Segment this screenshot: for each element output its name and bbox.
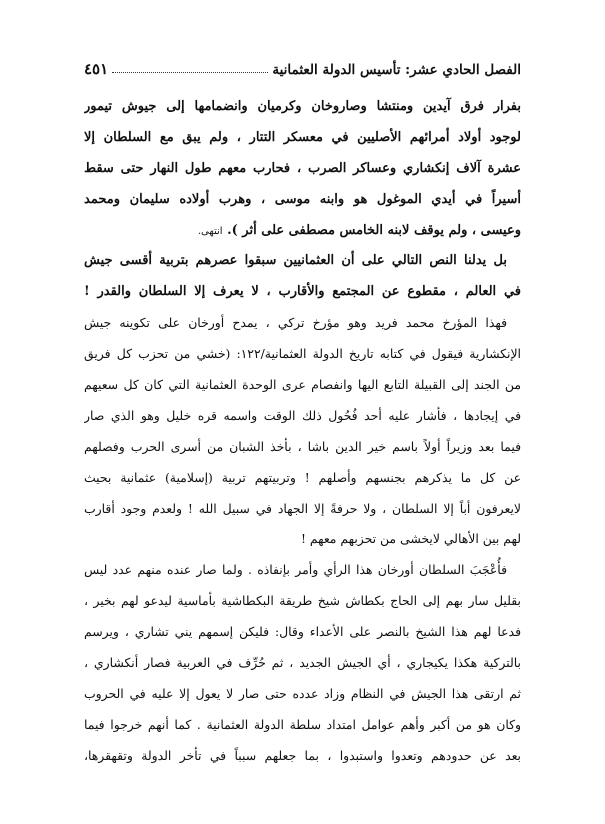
text-line: فدعا لهم هذا الشيخ بالنصر على الأعداء وقال: فليكن إسمهم يني تشاري ، ويرسم	[84, 624, 521, 640]
text-line: بقليل سار بهم إلى الحاج بكطاش شيخ طريقة البكطاشية بأماسية ليدعو لهم بخير ،	[84, 593, 521, 609]
text-line: عشرة آلاف إنكشاري وعساكر الصرب ، فحارب معهم طول النهار حتى سقط	[84, 160, 521, 176]
text-line: لوجود أولاد أمرائهم الأصليين في معسكر التتار ، ولم يبق مع السلطان إلا	[84, 129, 521, 145]
text-line: وكان هو من أكبر وأهم عوامل امتداد سلطة الدولة العثمانية . كما أنهم خرجوا فيما	[84, 716, 521, 732]
text-line: بل يدلنا النص التالي على أن العثمانيين سبقوا عصرهم بتربية أقسى جيش	[84, 253, 507, 269]
body-text	[84, 92, 521, 772]
header-dotted-leader	[112, 71, 268, 73]
page-number: ٤٥١	[84, 60, 109, 78]
text-line: بعد عن حدودهم وتعدوا واستبدوا ، بما جعلهم سبباً في تأخر الدولة وتقهقرها،	[84, 747, 521, 763]
text-line-content: وعيسى ، ولم يوقف لابنه الخامس مصطفى على أثر ).	[227, 222, 521, 238]
text-line: أسيراً في أيدي الموغول هو وابنه موسى ، وهرب أولاده سليمان ومحمد	[84, 191, 521, 207]
text-line: فيما بعد وزيراً أولاً باسم خير الدين باشا ، بأخذ الشبان من أسرى الحرب وفصلهم	[84, 438, 521, 454]
text-line: بالتركية هكذا يكيجاري ، أي الجيش الجديد ، ثم حُرِّف في العربية فصار أنكشاري ،	[84, 655, 521, 671]
page-header	[84, 52, 521, 78]
text-line: عن كل ما يذكرهم بجنسهم وأصلهم ! وتربيتهم تربية (إسلامية) عثمانية بحيث	[84, 469, 521, 485]
text-line: من الجند إلى القبيلة التابع اليها وانفصام عرى الوحدة العثمانية التي كان كل سعيهم	[84, 377, 521, 393]
text-line: لهم بين الأهالي لايخشى من تحزبهم معهم !	[300, 531, 521, 547]
text-line: الإنكشارية فيقول في كتابه تاريخ الدولة العثمانية/١٢٢: (خشي من تحزب كل فريق	[84, 346, 521, 362]
text-line: لايعرفون أباً إلا السلطان ، ولا حرفةً إلا الجهاد في سبيل الله ! ولعدم وجود أقارب	[84, 500, 521, 516]
text-line: في إيجادها ، فأشار عليه أحد فُحُول ذلك الوقت واسمه قره خليل وهو الذي صار	[84, 407, 521, 423]
text-line: ثم ارتقى هذا الجيش في النظام وزاد عدده حتى صار لا يعول إلا عليه في الحروب	[84, 685, 521, 701]
end-note: انتهى.	[197, 225, 223, 237]
text-line: في العالم ، مقطوع عن المجتمع والأقارب ، لا يعرف إلا السلطان والقدر !	[84, 284, 521, 300]
text-line: فهذا المؤرخ محمد فريد وهو مؤرخ تركي ، يمدح أورخان على تكوينه جيش	[84, 315, 507, 331]
text-line	[84, 216, 521, 247]
text-line: بفرار فرق آيدين ومنتشا وصاروخان وكرميان وانضمامها إلى جيوش تيمور	[84, 99, 521, 114]
text-line: فأُعْجَبَ السلطان أورخان هذا الرأي وأمر بإنفاذه . ولما صار عنده منهم عدد ليس	[84, 562, 507, 578]
running-title: الفصل الحادي عشر: تأسيس الدولة العثمانية	[272, 62, 521, 78]
